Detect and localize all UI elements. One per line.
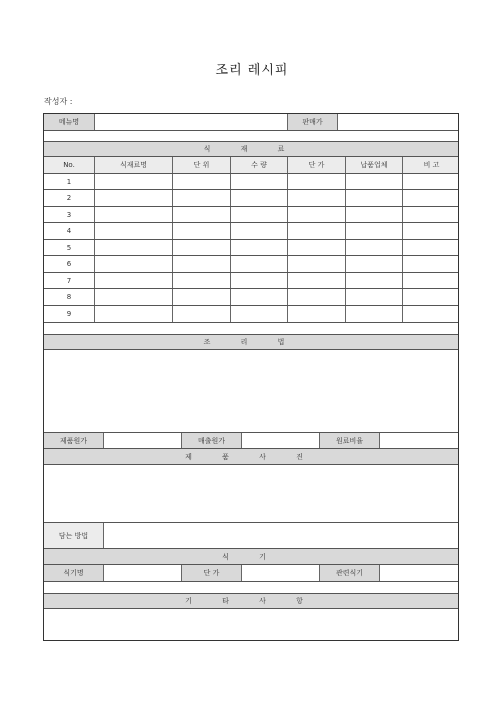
unit-cell[interactable] — [173, 306, 231, 322]
menu-name-field[interactable] — [95, 114, 288, 130]
remarks-cell[interactable] — [403, 190, 460, 206]
ingredient-ratio-field[interactable] — [380, 433, 460, 448]
quantity-cell[interactable] — [231, 273, 288, 288]
supplier-cell[interactable] — [346, 306, 403, 322]
table-row — [44, 306, 458, 323]
tableware-name-label: 식기명 — [44, 565, 104, 581]
quantity-cell[interactable] — [231, 190, 288, 206]
quantity-cell[interactable] — [231, 289, 288, 305]
page-title: 조리 레시피 — [215, 63, 289, 78]
ingredient-name-cell[interactable] — [95, 289, 173, 305]
table-row — [44, 273, 458, 289]
supplier-cell[interactable] — [346, 273, 403, 288]
column-header-ingredient: 식재료명 — [95, 157, 173, 173]
remarks-cell[interactable] — [403, 240, 460, 255]
quantity-cell[interactable] — [231, 306, 288, 322]
tableware-price-label: 단 가 — [182, 565, 242, 581]
row-number: 4 — [44, 223, 95, 239]
row-number: 6 — [44, 256, 95, 272]
row-number: 9 — [44, 306, 95, 322]
author-label: 작성자 : — [44, 97, 73, 106]
method-section-header: 조 리 법 — [44, 334, 458, 350]
remarks-cell[interactable] — [403, 256, 460, 272]
tableware-section-header: 식 기 — [44, 549, 458, 565]
row-number: 3 — [44, 207, 95, 222]
unit-cell[interactable] — [173, 190, 231, 206]
row-number: 5 — [44, 240, 95, 255]
quantity-cell[interactable] — [231, 240, 288, 255]
supplier-cell[interactable] — [346, 289, 403, 305]
plating-label: 담는 방법 — [44, 523, 104, 548]
notes-section-header: 기 타 사 항 — [44, 593, 458, 609]
unit-price-cell[interactable] — [288, 207, 346, 222]
product-cost-field[interactable] — [104, 433, 182, 448]
supplier-cell[interactable] — [346, 207, 403, 222]
ingredient-name-cell[interactable] — [95, 240, 173, 255]
unit-price-cell[interactable] — [288, 223, 346, 239]
table-row — [44, 190, 458, 207]
column-header-remarks: 비 고 — [423, 161, 440, 169]
ingredient-ratio-label: 원료비율 — [320, 433, 380, 448]
tableware-row — [44, 565, 458, 582]
unit-cell[interactable] — [173, 174, 231, 189]
row-number: 1 — [44, 174, 95, 189]
ingredient-name-cell[interactable] — [95, 223, 173, 239]
recipe-form — [43, 113, 459, 641]
quantity-cell[interactable] — [231, 174, 288, 189]
ingredient-name-cell[interactable] — [95, 190, 173, 206]
ingredients-column-headers — [44, 157, 458, 174]
column-header-quantity: 수 량 — [231, 157, 288, 173]
row-number: 8 — [44, 289, 95, 305]
column-header-supplier: 납품업체 — [346, 157, 403, 173]
supplier-cell[interactable] — [346, 190, 403, 206]
column-header-unit-price: 단 가 — [288, 157, 346, 173]
ingredient-name-cell[interactable] — [95, 273, 173, 288]
table-row — [44, 289, 458, 306]
price-field[interactable] — [338, 114, 460, 130]
row-number: 2 — [44, 190, 95, 206]
unit-price-cell[interactable] — [288, 240, 346, 255]
table-row — [44, 256, 458, 273]
menu-row — [44, 114, 458, 131]
menu-name-label: 메뉴명 — [44, 114, 95, 130]
tableware-price-field[interactable] — [242, 565, 320, 581]
column-header-unit: 단 위 — [173, 157, 231, 173]
plating-row — [44, 523, 458, 549]
unit-price-cell[interactable] — [288, 174, 346, 189]
sales-cost-field[interactable] — [242, 433, 320, 448]
unit-cell[interactable] — [173, 256, 231, 272]
supplier-cell[interactable] — [346, 240, 403, 255]
related-tableware-field[interactable] — [380, 565, 460, 581]
table-row — [44, 207, 458, 223]
unit-cell[interactable] — [173, 207, 231, 222]
unit-cell[interactable] — [173, 273, 231, 288]
related-tableware-label: 관련식기 — [320, 565, 380, 581]
ingredients-section-header: 식 재 료 — [44, 141, 458, 157]
unit-price-cell[interactable] — [288, 273, 346, 288]
quantity-cell[interactable] — [231, 207, 288, 222]
row-number: 7 — [44, 273, 95, 288]
remarks-cell[interactable] — [403, 174, 460, 189]
unit-price-cell[interactable] — [288, 256, 346, 272]
tableware-name-field[interactable] — [104, 565, 182, 581]
notes-textarea[interactable] — [44, 609, 458, 640]
ingredient-name-cell[interactable] — [95, 306, 173, 322]
plating-field[interactable] — [104, 523, 460, 548]
cost-row — [44, 432, 458, 449]
ingredient-name-cell[interactable] — [95, 207, 173, 222]
table-row — [44, 240, 458, 256]
unit-price-cell[interactable] — [288, 289, 346, 305]
supplier-cell[interactable] — [346, 223, 403, 239]
remarks-cell[interactable] — [403, 273, 460, 288]
remarks-cell[interactable] — [403, 289, 460, 305]
unit-cell[interactable] — [173, 289, 231, 305]
remarks-cell[interactable] — [403, 207, 460, 222]
supplier-cell[interactable] — [346, 256, 403, 272]
unit-cell[interactable] — [173, 223, 231, 239]
unit-price-cell[interactable] — [288, 190, 346, 206]
product-cost-label: 제품원가 — [44, 433, 104, 448]
unit-price-cell[interactable] — [288, 306, 346, 322]
method-textarea[interactable] — [44, 350, 458, 432]
quantity-cell[interactable] — [231, 223, 288, 239]
column-header-no: No. — [44, 157, 95, 173]
quantity-cell[interactable] — [231, 256, 288, 272]
ingredient-name-cell[interactable] — [95, 174, 173, 189]
remarks-cell[interactable] — [403, 306, 460, 322]
unit-cell[interactable] — [173, 240, 231, 255]
supplier-cell[interactable] — [346, 174, 403, 189]
remarks-cell[interactable] — [403, 223, 460, 239]
table-row — [44, 174, 458, 190]
photo-section-header: 제 품 사 진 — [44, 449, 458, 465]
table-row — [44, 223, 458, 240]
price-label: 판매가 — [288, 114, 338, 130]
photo-area[interactable] — [44, 465, 458, 523]
ingredient-name-cell[interactable] — [95, 256, 173, 272]
sales-cost-label: 매출원가 — [182, 433, 242, 448]
